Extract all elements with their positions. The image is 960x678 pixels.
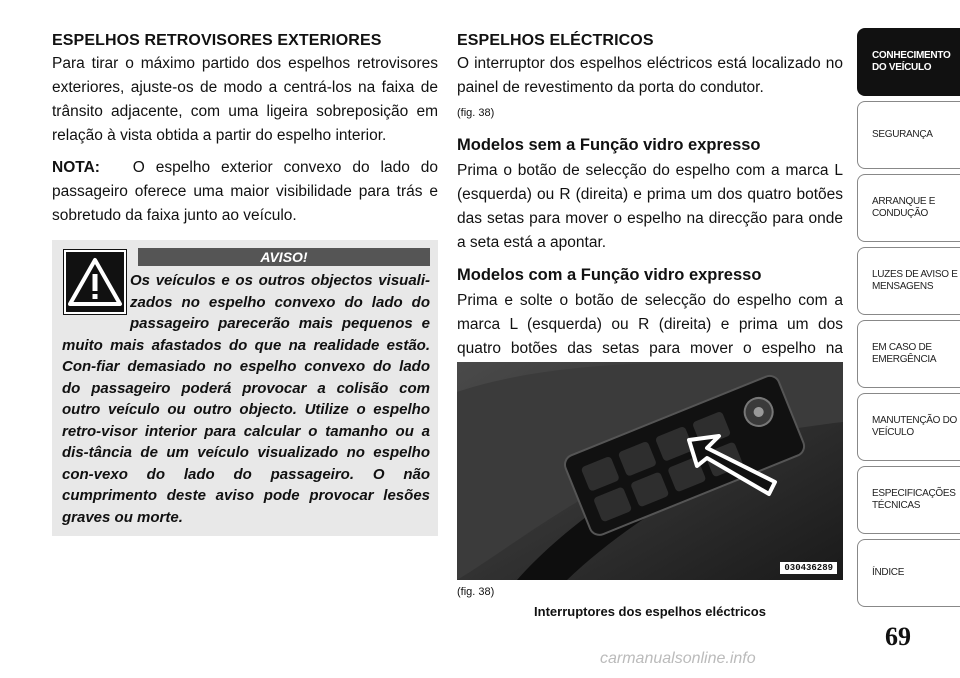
right-column bbox=[457, 30, 843, 393]
note-text: O espelho exterior convexo do lado do passageiro oferece uma maior visibilidade para trás e sobretudo da faixa junto ao veículo. bbox=[52, 159, 438, 224]
section-heading: ESPELHOS RETROVISORES EXTERIORES bbox=[52, 32, 382, 49]
figure-code: 030436289 bbox=[780, 562, 837, 574]
tab-safety[interactable] bbox=[857, 101, 960, 169]
tab-starting-driving[interactable] bbox=[857, 174, 960, 242]
tab-label: LUZES DE AVISO E MENSAGENS bbox=[872, 269, 958, 292]
warning-box bbox=[52, 240, 438, 536]
tab-label: MANUTENÇÃO DO VEÍCULO bbox=[872, 415, 957, 438]
intro-text: O interruptor dos espelhos eléctricos está localizado no painel de revestimento da porta do condutor. bbox=[457, 55, 843, 96]
section-heading-mirrors: ESPELHOS ELÉCTRICOS bbox=[457, 32, 654, 49]
subheading-with-express: Modelos com a Função vidro expresso bbox=[457, 266, 762, 284]
page-number: 69 bbox=[885, 622, 911, 651]
tab-label: EM CASO DE EMERGÊNCIA bbox=[872, 342, 937, 365]
chapter-tabs bbox=[857, 28, 960, 612]
tab-label: SEGURANÇA bbox=[872, 129, 933, 140]
figure-label: (fig. 38) bbox=[457, 586, 495, 598]
warning-text: Os veículos e os outros objectos visuali-zados no espelho convexo do lado do passageiro parecerão mais pequenos e muito mais afastados do que na realidade estão. Con-fiar demasiado no espelho convexo do lado do passageiro poderá provocar a colisão com outro veículo ou outro objecto. Utilize o espelho retro-visor interior para calcular o tamanho ou a dis-tância de um veículo visualizado no espelho con-vexo do lado do passageiro. O não cumprimento deste aviso pode provocar lesões graves ou morte. bbox=[62, 272, 430, 526]
subheading-without-express: Modelos sem a Função vidro expresso bbox=[457, 136, 761, 154]
tab-label: ARRANQUE E CONDUÇÃO bbox=[872, 196, 936, 219]
figure-reference: (fig. 38) bbox=[457, 107, 495, 119]
note-label: NOTA: bbox=[52, 159, 100, 176]
paragraph-with-express: Prima e solte o botão de selecção do espelho com a marca L (esquerda) ou R (direita) e prima um dos quatro botões das setas para mover o espelho na bbox=[457, 292, 843, 357]
tab-emergency[interactable] bbox=[857, 320, 960, 388]
paragraph-without-express: Prima o botão de selecção do espelho com a marca L (esquerda) ou R (direita) e prima um dos quatro botões das setas para mover o espelho na direcção para onde a seta está a apontar. bbox=[457, 162, 843, 251]
tab-label: ESPECIFICAÇÕES TÉCNICAS bbox=[872, 488, 956, 511]
figure-caption: Interruptores dos espelhos eléctricos bbox=[534, 604, 766, 619]
warning-title: AVISO! bbox=[138, 248, 430, 266]
watermark: carmanualsonline.info bbox=[600, 650, 756, 667]
door-switch-photo bbox=[457, 362, 843, 580]
left-column bbox=[52, 30, 438, 536]
tab-vehicle-knowledge[interactable] bbox=[857, 28, 960, 96]
intro-paragraph: Para tirar o máximo partido dos espelhos retrovisores exteriores, ajuste-os de modo a centrá-los na faixa de trânsito adjacente, com uma ligeira sobreposição em relação à vista obtida a partir do espelho interior. bbox=[52, 55, 438, 144]
tab-warning-lights[interactable] bbox=[857, 247, 960, 315]
tab-specifications[interactable] bbox=[857, 466, 960, 534]
tab-maintenance[interactable] bbox=[857, 393, 960, 461]
tab-label: CONHECIMENTO DO VEÍCULO bbox=[872, 50, 951, 73]
warning-triangle-icon bbox=[64, 250, 126, 314]
tab-index[interactable] bbox=[857, 539, 960, 607]
tab-label: ÍNDICE bbox=[872, 567, 905, 578]
intro-paragraph-mirrors bbox=[457, 52, 843, 125]
note-paragraph bbox=[52, 156, 438, 228]
